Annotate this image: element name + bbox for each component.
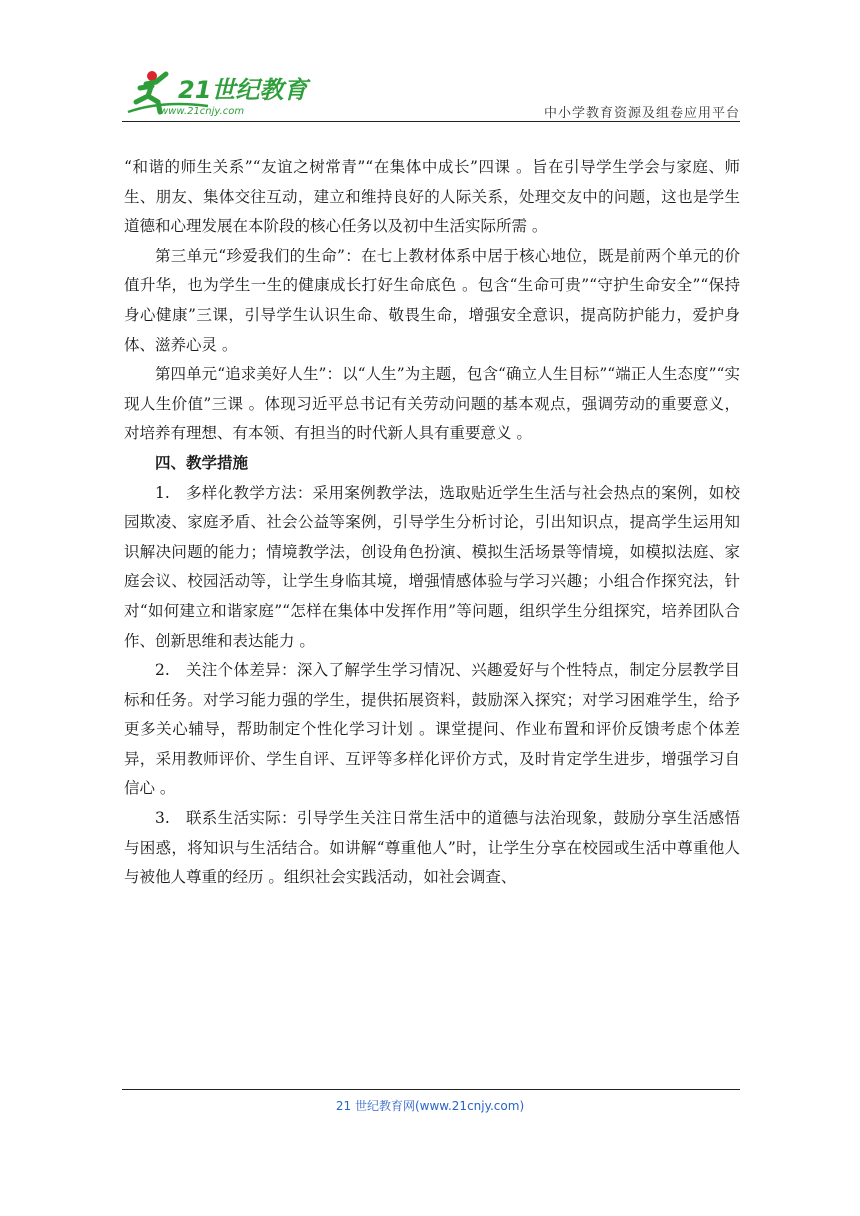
logo [122,66,312,118]
document-body [124,153,740,893]
footer-link[interactable]: 21 世纪教育网(www.21cnjy.com) [335,1099,525,1113]
paragraph: 第三单元“珍爱我们的生命”：在七上教材体系中居于核心地位，既是前两个单元的价值升华，也为学生一生的健康成长打好生命底色 。包含“生命可贵”“守护生命安全”“保持身心健康”三课，引导学生认识生命、敬畏生命，增强安全意识，提高防护能力，爱护身体、滋养心灵 。 [124,246,740,354]
paragraph: 2. 关注个体差异：深入了解学生学习情况、兴趣爱好与个性特点，制定分层教学目标和任务。对学习能力强的学生，提供拓展资料，鼓励深入探究；对学习困难学生，给予更多关心辅导，帮助制定个性化学习计划 。课堂提问、作业布置和评价反馈考虑个体差异，采用教师评价、学生自评、互评等多样化评价方式，及时肯定学生进步，增强学习自信心 。 [124,661,740,798]
paragraph: 3. 联系生活实际：引导学生关注日常生活中的道德与法治现象，鼓励分享生活感悟与困惑，将知识与生活结合。如讲解“尊重他人”时，让学生分享在校园或生活中尊重他人与被他人尊重的经历 。组织社会实践活动，如社会调查、 [124,809,740,887]
page-header [122,66,740,120]
footer-divider [122,1089,740,1090]
svg-text:21世纪教育: 21世纪教育 [178,76,308,104]
paragraph: “和谐的师生关系”“友谊之树常青”“在集体中成长”四课 。旨在引导学生学会与家庭、师生、朋友、集体交往互动，建立和维持良好的人际关系，处理交友中的问题，这也是学生道德和心理发展在本阶段的核心任务以及初中生活实际所需 。 [124,158,740,236]
header-divider [122,121,740,122]
header-tagline: 中小学教育资源及组卷应用平台 [543,106,740,121]
section-heading: 四、教学措施 [155,453,249,472]
paragraph: 第四单元“追求美好人生”：以“人生”为主题，包含“确立人生目标”“端正人生态度”“实现人生价值”三课 。体现习近平总书记有关劳动问题的基本观点，强调劳动的重要意义，对培养有理想、有本领、有担当的时代新人具有重要意义 。 [124,365,740,443]
paragraph: 1. 多样化教学方法：采用案例教学法，选取贴近学生生活与社会热点的案例，如校园欺凌、家庭矛盾、社会公益等案例，引导学生分析讨论，引出知识点，提高学生运用知识解决问题的能力；情境教学法，创设角色扮演、模拟生活场景等情境，如模拟法庭、家庭会议、校园活动等，让学生身临其境，增强情感体验与学习兴趣；小组合作探究法，针对“如何建立和谐家庭”“怎样在集体中发挥作用”等问题，组织学生分组探究，培养团队合作、创新思维和表达能力 。 [124,483,740,650]
svg-text:www.21cnjy.com: www.21cnjy.com [160,106,245,117]
